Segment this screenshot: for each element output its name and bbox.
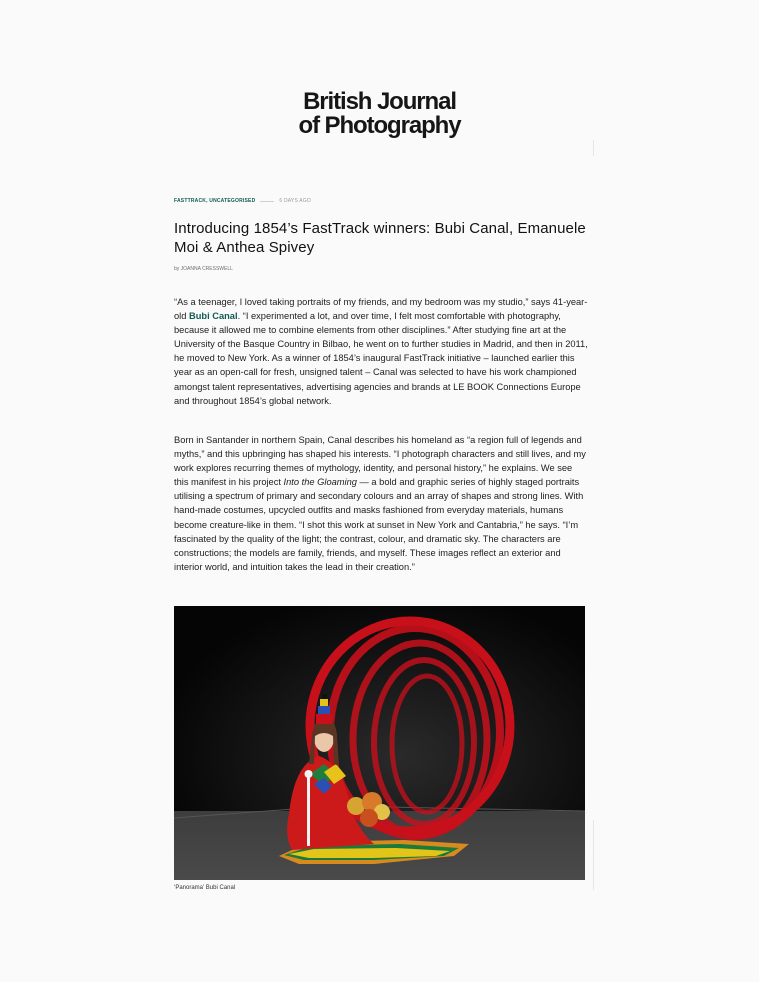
- logo-line-2: of Photography: [298, 112, 461, 139]
- article-paragraph-2: [174, 433, 588, 574]
- byline: [174, 266, 233, 273]
- post-meta: [174, 198, 311, 205]
- paragraph-2-text-a: Born in Santander in northern Spain, Canal describes his homeland as “a region full of legends and myths,” and this upbringing has shaped his interests. “I photograph characters and still lives, and my work explores recurring themes of mythology, identity, and personal history,” he explains. We see this manifest in his project: [174, 435, 586, 488]
- article-paragraph-1: [174, 295, 588, 408]
- photo-panorama-image: [174, 606, 585, 880]
- byline-prefix: by: [174, 266, 180, 272]
- logo-line-1: British Journal: [303, 88, 456, 115]
- paragraph-1-text-a: “As a teenager, I loved taking portraits of my friends, and my bedroom was my studio,” says 41-year-old: [174, 297, 588, 322]
- author-link[interactable]: JOANNA CRESSWELL: [180, 266, 233, 272]
- paragraph-2-text-b: — a bold and graphic series of highly staged portraits utilising a spectrum of primary and secondary colours and an array of shapes and strong lines. With hand-made costumes, upcycled outfits and masks fashioned from everyday materials, humans become creature-like in them. “I shot this work at sunset in New York and Cantabria,” he says. “I’m fascinated by the quality of the light; the contrast, colour, and dramatic sky. The characters are constructions; the models are family, friends, and myself. These images reflect an exterior and interior world, and intuition takes the lead in their creation.”: [174, 477, 584, 572]
- paragraph-1-text-b: . “I experimented a lot, and over time, I felt most comfortable with photography, because it allowed me to combine elements from other disciplines.” After studying fine art at the University of the Basque Country in Bilbao, he went on to further studies in Madrid, and then in 2011, he moved to New York. As a winner of 1854’s inaugural FastTrack initiative – launched earlier this year as an open-call for fresh, unsigned talent – Canal was selected to have his work championed amongst talent representatives, advertising agencies and brands at LE BOOK Connections Europe and throughout 1854’s global network.: [174, 311, 588, 406]
- edge-divider: [593, 140, 594, 156]
- meta-divider: [260, 201, 274, 202]
- post-categories[interactable]: FASTTRACK, UNCATEGORISED: [174, 198, 256, 204]
- photo-caption: ‘Panorama’ Bubi Canal: [174, 885, 236, 891]
- project-title: Into the Gloaming: [283, 477, 357, 488]
- artist-link[interactable]: Bubi Canal: [189, 311, 238, 322]
- edge-divider-lower: [593, 820, 594, 890]
- article-photo: [174, 606, 585, 880]
- site-logo[interactable]: [0, 90, 759, 138]
- post-date: 6 DAYS AGO: [279, 198, 312, 204]
- logo-link[interactable]: [0, 90, 759, 138]
- article-title: Introducing 1854’s FastTrack winners: Bubi Canal, Emanuele Moi & Anthea Spivey: [174, 220, 586, 256]
